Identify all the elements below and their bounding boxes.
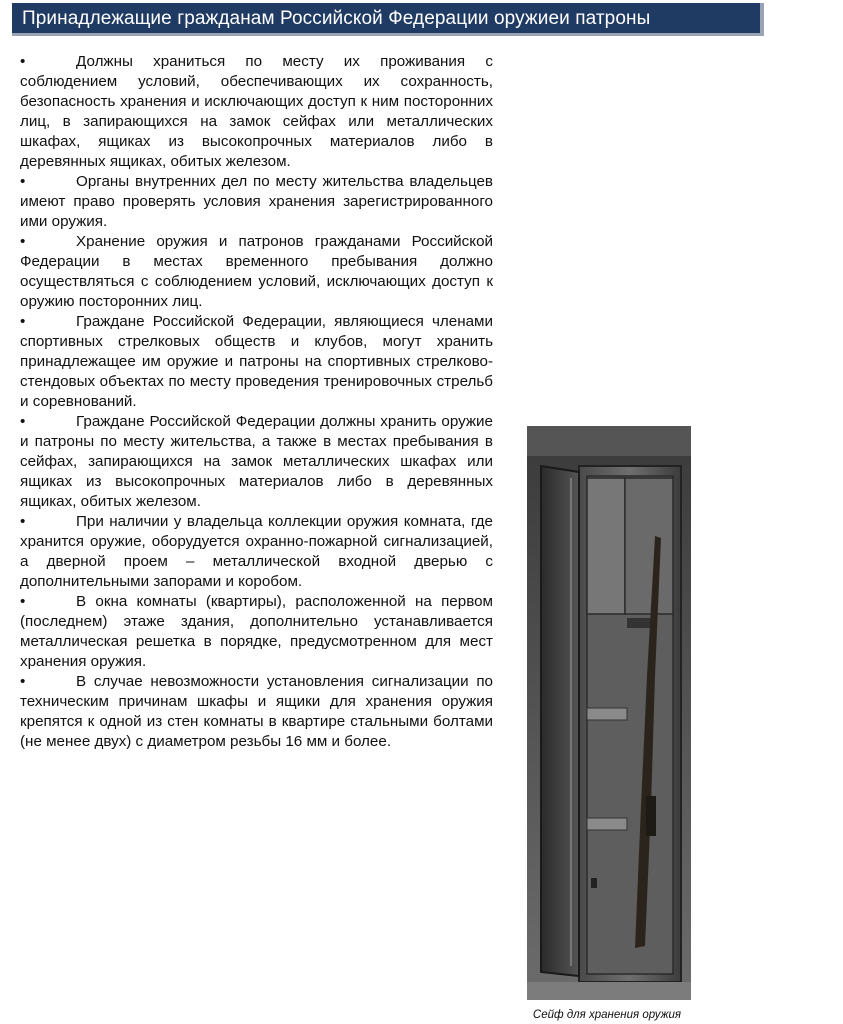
bullet-item-4 [20,312,493,412]
figure-caption: Сейф для хранения оружия [532,1009,682,1021]
bullet-text: При наличии у владельца коллекции оружия комната, где хранится оружие, оборудуется охранно-пожарной сигнализацией, а дверной проем – металлической входной дверью с дополнительными запорами и коробом. [20,513,493,590]
bullet-list [20,52,493,752]
bullet-text: Граждане Российской Федерации, являющиеся членами спортивных стрелковых обществ и клубов, могут хранить принадлежащее им оружие и патроны на спортивных стрелково-стендовых объектах по месту проведения тренировочных стрельб и соревнований. [20,313,493,410]
bullet-icon: • [20,233,26,250]
bullet-item-6 [20,512,493,592]
bullet-text: Органы внутренних дел по месту жительства владельцев имеют право проверять условия хранения зарегистрированного ими оружия. [20,173,493,230]
title-bar [12,3,764,36]
bullet-icon: • [20,673,26,690]
bullet-item-3 [20,232,493,312]
bullet-item-8 [20,672,493,752]
bullet-text: Должны храниться по месту их проживания с соблюдением условий, обеспечивающих их сохранность, безопасность хранения и исключающих доступ к ним посторонних лиц, в запирающихся на замок сейфах или металлических шкафах, ящиках из высокопрочных материалов либо в деревянных ящиках, обитых железом. [20,53,493,170]
bullet-icon: • [20,513,26,530]
bullet-icon: • [20,53,26,70]
bullet-icon: • [20,173,26,190]
bullet-item-2 [20,172,493,232]
bullet-text: Граждане Российской Федерации должны хранить оружие и патроны по месту жительства, а также в местах пребывания в сейфах, запирающихся на замок металлических шкафах или ящиках из высокопрочных материалов либо в деревянных ящиках, обитых железом. [20,413,493,510]
bullet-item-1 [20,52,493,172]
gun-safe-illustration [527,426,691,1000]
page-title: Принадлежащие гражданам Российской Федерации оружиеи патроны [22,8,651,29]
bullet-icon: • [20,593,26,610]
bullet-text: Хранение оружия и патронов гражданами Российской Федерации в местах временного пребывания должно осуществляться с соблюдением условий, исключающих доступ к оружию посторонних лиц. [20,233,493,310]
bullet-icon: • [20,413,26,430]
safe-photo [527,426,691,1000]
bullet-text: В окна комнаты (квартиры), расположенной на первом (последнем) этаже здания, дополнительно устанавливается металлическая решетка в порядке, предусмотренном для мест хранения оружия. [20,593,493,670]
bullet-text: В случае невозможности установления сигнализации по техническим причинам шкафы и ящики для хранения оружия крепятся к одной из стен комнаты в квартире стальными болтами (не менее двух) с диаметром резьбы 16 мм и более. [20,673,493,750]
bullet-icon: • [20,313,26,330]
bullet-item-5 [20,412,493,512]
bullet-item-7 [20,592,493,672]
